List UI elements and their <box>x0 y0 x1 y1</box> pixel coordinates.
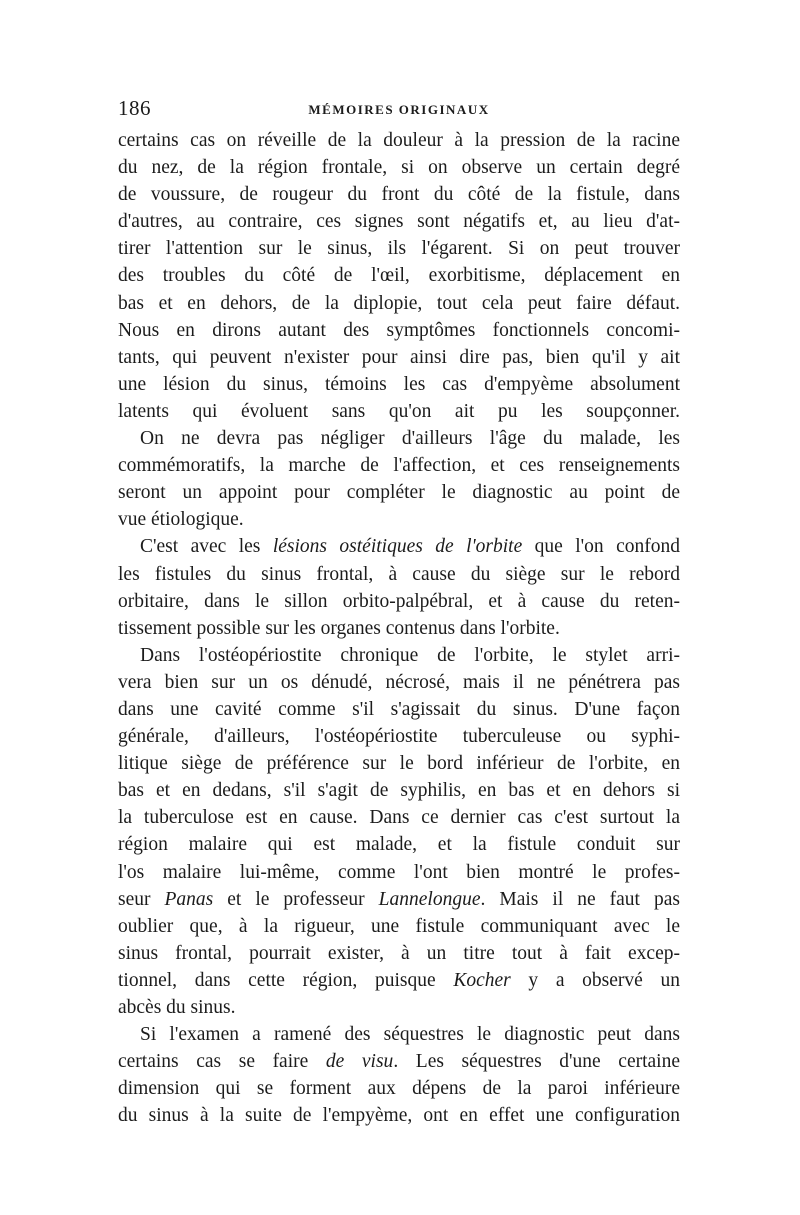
text-line: tissement possible sur les organes contenus dans l'orbite. <box>118 617 560 639</box>
text-line: dans une cavité comme s'il s'agissait du sinus. D'une façon <box>118 698 680 720</box>
text-line: latents qui évoluent sans qu'on ait pu les soupçonner. <box>118 400 680 422</box>
text-line: tionnel, dans cette région, puisque Kocher y a observé un <box>118 969 680 991</box>
text-line: du sinus à la suite de l'empyème, ont en effet une configuration <box>118 1105 680 1127</box>
page-number: 186 <box>118 96 151 120</box>
text-line: vue étiologique. <box>118 509 244 531</box>
text-line: dimension qui se forment aux dépens de la paroi inférieure <box>118 1078 680 1100</box>
text-line: d'autres, au contraire, ces signes sont négatifs et, au lieu d'at- <box>118 211 680 233</box>
text-line: certains cas se faire de visu. Les séquestres d'une certaine <box>118 1051 680 1073</box>
running-title: MÉMOIRES ORIGINAUX <box>308 102 490 117</box>
text-line: tants, qui peuvent n'exister pour ainsi dire pas, bien qu'il y ait <box>118 346 680 368</box>
text-line: la tuberculose est en cause. Dans ce dernier cas c'est surtout la <box>118 807 680 829</box>
text-line: tirer l'attention sur le sinus, ils l'égarent. Si on peut trouver <box>118 238 680 260</box>
text-line: sinus frontal, pourrait exister, à un titre tout à fait excep- <box>118 942 680 964</box>
body-text <box>118 127 680 1129</box>
page-header <box>118 96 680 126</box>
text-line: Si l'examen a ramené des séquestres le diagnostic peut dans <box>140 1024 680 1046</box>
text-line: abcès du sinus. <box>118 997 236 1018</box>
text-line: région malaire qui est malade, et la fistule conduit sur <box>118 834 680 856</box>
text-line: vera bien sur un os dénudé, nécrosé, mais il ne pénétrera pas <box>118 671 680 693</box>
text-line: C'est avec les lésions ostéitiques de l'orbite que l'on confond <box>140 536 680 558</box>
text-line: Dans l'ostéopériostite chronique de l'orbite, le stylet arri- <box>140 644 680 666</box>
text-line: seur Panas et le professeur Lannelongue. Mais il ne faut pas <box>118 888 680 910</box>
text-line: l'os malaire lui-même, comme l'ont bien montré le profes- <box>118 861 680 883</box>
text-line: commémoratifs, la marche de l'affection, et ces renseignements <box>118 455 680 477</box>
text-line: du nez, de la région frontale, si on observe un certain degré <box>118 157 680 179</box>
text-line: bas et en dehors, de la diplopie, tout cela peut faire défaut. <box>118 292 680 314</box>
text-line: les fistules du sinus frontal, à cause du siège sur le rebord <box>118 563 680 585</box>
text-line: des troubles du côté de l'œil, exorbitisme, déplacement en <box>118 265 680 287</box>
text-line: seront un appoint pour compléter le diagnostic au point de <box>118 482 680 504</box>
text-line: On ne devra pas négliger d'ailleurs l'âge du malade, les <box>140 428 680 450</box>
text-line: Nous en dirons autant des symptômes fonctionnels concomi- <box>118 319 680 341</box>
text-line: orbitaire, dans le sillon orbito-palpébral, et à cause du reten- <box>118 590 680 612</box>
text-line: litique siège de préférence sur le bord inférieur de l'orbite, en <box>118 753 680 775</box>
text-line: générale, d'ailleurs, l'ostéopériostite tuberculeuse ou syphi- <box>118 726 680 748</box>
text-line: bas et en dedans, s'il s'agit de syphilis, en bas et en dehors si <box>118 780 680 802</box>
text-line: certains cas on réveille de la douleur à la pression de la racine <box>118 130 680 151</box>
text-line: oublier que, à la rigueur, une fistule communiquant avec le <box>118 915 680 937</box>
text-line: une lésion du sinus, témoins les cas d'empyème absolument <box>118 373 680 395</box>
text-line: de voussure, de rougeur du front du côté de la fistule, dans <box>118 184 680 206</box>
